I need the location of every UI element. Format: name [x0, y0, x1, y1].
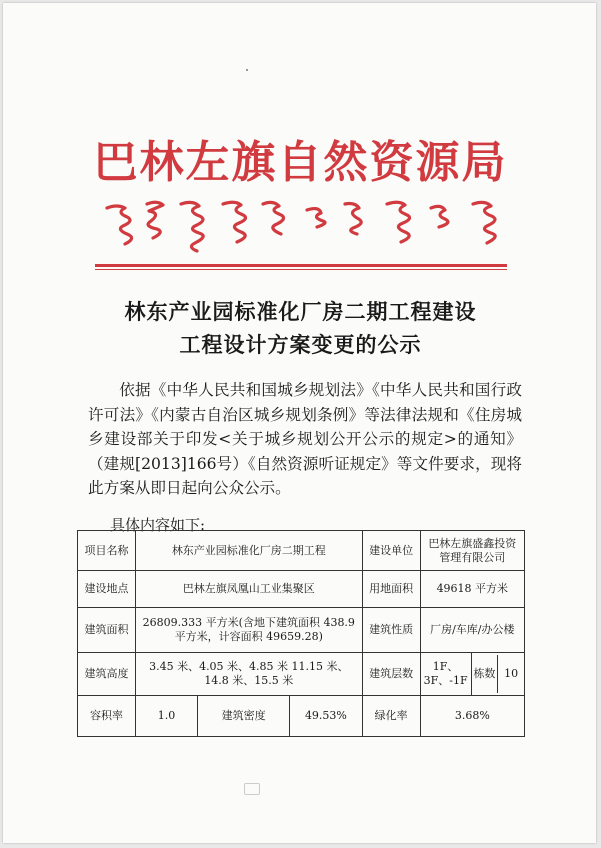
table-row [78, 696, 525, 737]
table-value-cell: 1F、3F、-1F [420, 653, 471, 696]
table-label-cell: 绿化率 [362, 696, 420, 737]
table-value-cell: 林东产业园标准化厂房二期工程 [136, 531, 363, 571]
letterhead-rule-thick [95, 264, 507, 267]
table-label-cell: 建筑层数 [362, 653, 420, 696]
table-value-cell: 26809.333 平方米(含地下建筑面积 438.9 平方米，计容面积 49659.28) [136, 608, 363, 653]
table-value-cell: 巴林左旗凤凰山工业集聚区 [136, 571, 363, 608]
table-row [78, 531, 525, 571]
letterhead-rule-thin [95, 269, 507, 270]
table-value-cell: 3.45 米、4.05 米、4.85 米 11.15 米、14.8 米、15.5 米 [136, 653, 363, 696]
table-label-cell: 用地面积 [362, 571, 420, 608]
table-row [78, 571, 525, 608]
table-value-cell: 1.0 [136, 696, 198, 737]
table-label-cell: 容积率 [78, 696, 136, 737]
table-label-cell: 建筑密度 [198, 696, 290, 737]
table-value-cell: 巴林左旗盛鑫投资管理有限公司 [420, 531, 524, 571]
project-details-table [77, 530, 525, 737]
table-value-cell: 3.68% [420, 696, 524, 737]
notice-body-paragraph: 依据《中华人民共和国城乡规划法》《中华人民共和国行政许可法》《内蒙古自治区城乡规划条例》等法律法规和《住房城乡建设部关于印发<关于城乡规划公开公示的规定>的通知》（建规[2013]166号）《自然资源听证规定》等文件要求，现将此方案从即日起向公众公示。 [88, 381, 522, 497]
table-label-cell: 建筑面积 [78, 608, 136, 653]
table-label-cell: 项目名称 [78, 531, 136, 571]
notice-title-line1: 林东产业园标准化厂房二期工程建设 [124, 299, 477, 324]
table-label-cell: 建筑性质 [362, 608, 420, 653]
mongolian-script-letterhead [95, 190, 515, 260]
table-label-cell: 建设地点 [78, 571, 136, 608]
notice-title-line2: 工程设计方案变更的公示 [179, 332, 422, 357]
table-row [78, 608, 525, 653]
table-value-cell: 49.53% [290, 696, 362, 737]
table-label-cell: 栋数 [472, 655, 499, 693]
table-label-cell: 建设单位 [362, 531, 420, 571]
table-label-cell: 建筑高度 [78, 653, 136, 696]
page-mark [244, 783, 260, 795]
mongolian-script-graphic [95, 190, 515, 260]
table-value-cell: 49618 平方米 [420, 571, 524, 608]
scan-speck [246, 69, 248, 71]
table-value-cell: 10 [504, 667, 519, 680]
organization-letterhead: 巴林左旗自然资源局 [93, 137, 508, 188]
details-intro: 具体内容如下: [110, 516, 206, 534]
table-split-cell [471, 653, 524, 696]
table-row [78, 653, 525, 696]
table-value-cell: 厂房/车库/办公楼 [420, 608, 524, 653]
